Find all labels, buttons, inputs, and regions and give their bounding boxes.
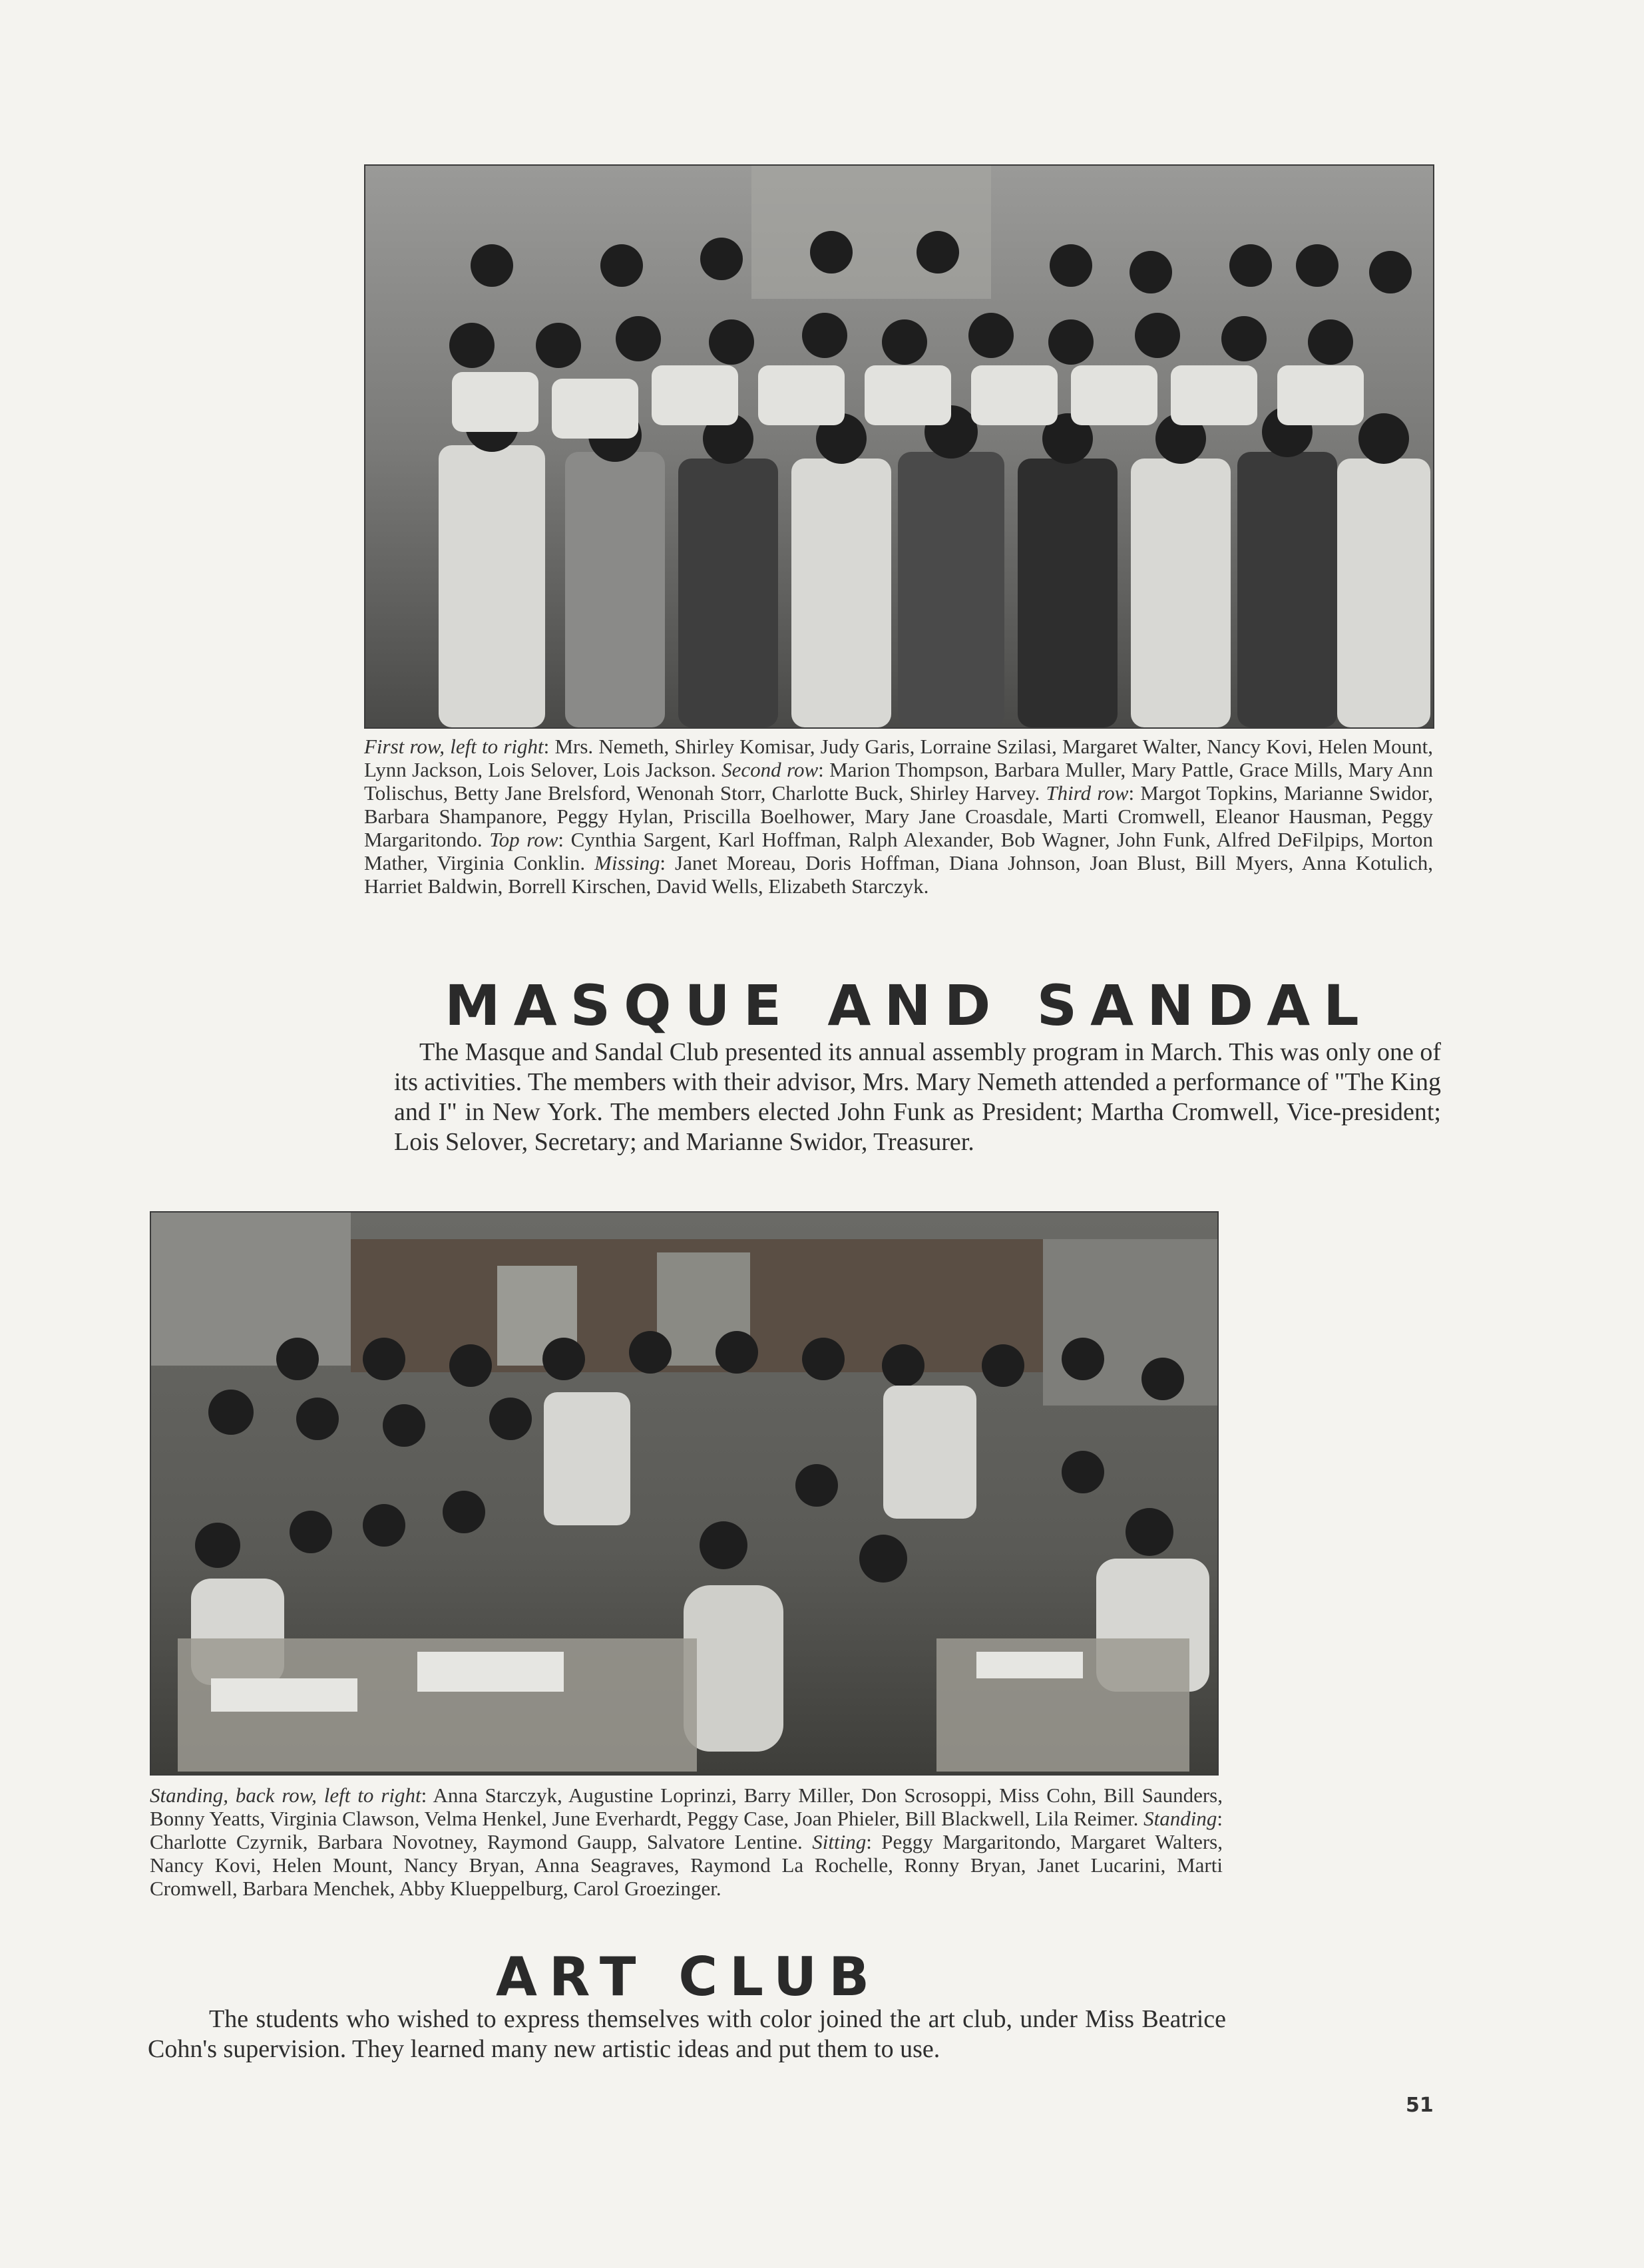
caption-text: : Charlotte Czyrnik, Barbara Novotney, Raymond Gaupp, Salvatore Lentine. (150, 1807, 1223, 1853)
caption-text: : Margot Topkins, Marianne Swidor, Barbara Shampanore, Peggy Hylan, Priscilla Boelhower, Mary Jane Croasdale, Marti Cromwell, Eleanor Hausman, Peggy Margaritondo. (364, 781, 1433, 851)
caption-label: Standing, back row, left to right (150, 1784, 421, 1807)
caption-text: : Mrs. Nemeth, Shirley Komisar, Judy Garis, Lorraine Szilasi, Margaret Walter, Nancy Kovi, Helen Mount, Lynn Jackson, Lois Selover, Lois Jackson. (364, 735, 1433, 781)
caption-label: Standing (1143, 1807, 1217, 1830)
caption-label: Sitting (812, 1830, 867, 1853)
caption-text: : Anna Starczyk, Augustine Loprinzi, Barry Miller, Don Scrosoppi, Miss Cohn, Bill Saunders, Bonny Yeatts, Virginia Clawson, Velma Henkel, June Everhardt, Peggy Case, Joan Phieler, Bill Blackwell, Lila Reimer. (150, 1784, 1223, 1830)
caption-text: : Marion Thompson, Barbara Muller, Mary Pattle, Grace Mills, Mary Ann Tolischus, Betty Jane Brelsford, Wenonah Storr, Charlotte Buck, Shirley Harvey. (364, 758, 1433, 805)
caption-label: Second row (721, 758, 819, 781)
caption-text: : Peggy Margaritondo, Margaret Walters, Nancy Kovi, Helen Mount, Nancy Bryan, Anna Seagraves, Raymond La Rochelle, Ronny Bryan, Janet Lucarini, Marti Cromwell, Barbara Menchek, Abby Klueppelburg, Carol Groezinger. (150, 1830, 1223, 1900)
art-club-caption (150, 1784, 1223, 1900)
caption-label: First row, left to right (364, 735, 544, 758)
art-club-photo (150, 1211, 1219, 1776)
art-club-title: ART CLUB (496, 1946, 882, 2008)
caption-text: : Cynthia Sargent, Karl Hoffman, Ralph Alexander, Bob Wagner, John Funk, Alfred DeFilpips, Morton Mather, Virginia Conklin. (364, 828, 1433, 874)
caption-text: : Janet Moreau, Doris Hoffman, Diana Johnson, Joan Blust, Bill Myers, Anna Kotulich, Harriet Baldwin, Borrell Kirschen, David Wells, Elizabeth Starczyk. (364, 851, 1434, 898)
masque-caption (364, 735, 1433, 898)
masque-title: MASQUE AND SANDAL (445, 973, 1372, 1038)
caption-label: Top row (489, 828, 558, 851)
page-number: 51 (1406, 2094, 1434, 2117)
caption-label: Third row (1046, 781, 1129, 805)
masque-and-sandal-photo (364, 164, 1434, 729)
art-club-body: The students who wished to express themselves with color joined the art club, under Miss Beatrice Cohn's supervision. They learned many new artistic ideas and put them to use. (148, 2005, 1226, 2063)
caption-label: Missing (594, 851, 660, 874)
masque-body: The Masque and Sandal Club presented its annual assembly program in March. This was only one of its activities. The members with their advisor, Mrs. Mary Nemeth attended a performance of "The King and I" in New York. The members elected John Funk as President; Martha Cromwell, Vice-president; Lois Selover, Secretary; and Marianne Swidor, Treasurer. (394, 1038, 1441, 1156)
